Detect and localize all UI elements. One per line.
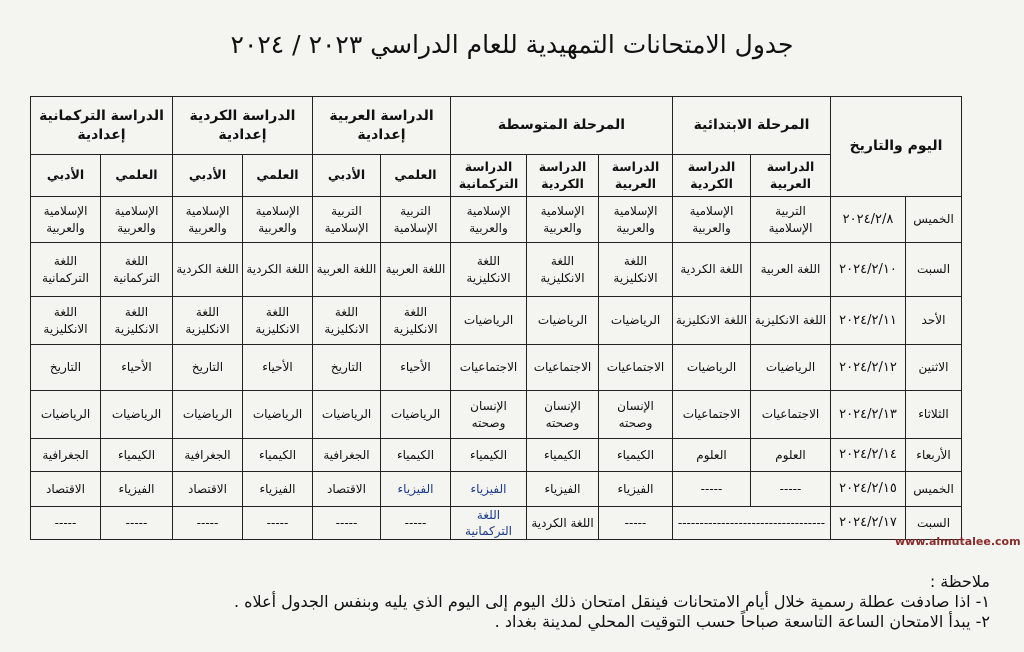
table-row <box>31 243 962 297</box>
sub-header: الدراسة التركمانية <box>451 155 527 197</box>
subject-cell: الفيزياء <box>527 472 599 507</box>
subject-cell: العلوم <box>673 439 751 472</box>
day-cell: السبت <box>906 507 962 540</box>
subject-cell: الأحياء <box>101 345 173 391</box>
subject-cell: التربية الإسلامية <box>751 197 831 243</box>
subject-cell: اللغة التركمانية <box>101 243 173 297</box>
date-cell: ٢٠٢٤/٢/٨ <box>831 197 906 243</box>
subject-cell: اللغة الانكليزية <box>313 297 381 345</box>
subject-cell: اللغة الانكليزية <box>451 243 527 297</box>
sub-header: العلمي <box>381 155 451 197</box>
subject-cell: التربية الإسلامية <box>313 197 381 243</box>
subject-cell: الإنسان وصحته <box>527 391 599 439</box>
table-row <box>31 391 962 439</box>
subject-cell: الرياضيات <box>599 297 673 345</box>
date-cell: ٢٠٢٤/٢/١٢ <box>831 345 906 391</box>
notes-heading: ملاحظة : <box>929 572 990 591</box>
date-cell: ٢٠٢٤/٢/١٥ <box>831 472 906 507</box>
subject-cell: الكيمياء <box>599 439 673 472</box>
subject-cell: اللغة العربية <box>313 243 381 297</box>
subject-cell: الأحياء <box>243 345 313 391</box>
table-row <box>31 472 962 507</box>
subject-cell: الكيمياء <box>101 439 173 472</box>
subject-cell: اللغة الانكليزية <box>673 297 751 345</box>
subject-cell: الرياضيات <box>527 297 599 345</box>
sub-header: الدراسة العربية <box>751 155 831 197</box>
date-cell: ٢٠٢٤/٢/١٠ <box>831 243 906 297</box>
subject-cell: الفيزياء <box>101 472 173 507</box>
subject-cell: الفيزياء <box>451 472 527 507</box>
date-cell: ٢٠٢٤/٢/١٣ <box>831 391 906 439</box>
subject-cell: الإسلامية والعربية <box>243 197 313 243</box>
subject-cell: الكيمياء <box>451 439 527 472</box>
subject-cell: الإسلامية والعربية <box>31 197 101 243</box>
subject-cell: الإسلامية والعربية <box>673 197 751 243</box>
subject-cell: اللغة الكردية <box>673 243 751 297</box>
subject-cell: الاجتماعيات <box>673 391 751 439</box>
subject-cell: الرياضيات <box>173 391 243 439</box>
sub-header: العلمي <box>101 155 173 197</box>
subject-cell: التاريخ <box>31 345 101 391</box>
note-item: ١- اذا صادفت عطلة رسمية خلال أيام الامتحانات فينقل امتحان ذلك اليوم إلى اليوم الذي يليه وبنفس الجدول أعلاه . <box>234 592 990 611</box>
subject-cell: الاجتماعيات <box>451 345 527 391</box>
subject-cell: الاجتماعيات <box>599 345 673 391</box>
day-date-header: اليوم والتاريخ <box>831 97 962 197</box>
day-cell: الأربعاء <box>906 439 962 472</box>
watermark: www.almutalee.com <box>895 535 1021 548</box>
table-row <box>31 345 962 391</box>
primary-merged-cell: ---------------------------------- <box>673 507 831 540</box>
subject-cell: الجغرافية <box>313 439 381 472</box>
subject-cell: الفيزياء <box>381 472 451 507</box>
subject-cell: الكيمياء <box>243 439 313 472</box>
subject-cell: التاريخ <box>313 345 381 391</box>
subject-cell: اللغة التركمانية <box>31 243 101 297</box>
subject-cell: الرياضيات <box>451 297 527 345</box>
subject-cell: الإنسان وصحته <box>451 391 527 439</box>
subject-cell: الاقتصاد <box>31 472 101 507</box>
sub-header: العلمي <box>243 155 313 197</box>
subject-cell: اللغة الكردية <box>527 507 599 540</box>
day-cell: الثلاثاء <box>906 391 962 439</box>
subject-cell: اللغة الكردية <box>173 243 243 297</box>
subject-cell: العلوم <box>751 439 831 472</box>
subject-cell: التربية الإسلامية <box>381 197 451 243</box>
day-cell: الخميس <box>906 197 962 243</box>
note-item: ٢- يبدأ الامتحان الساعة التاسعة صباحاً حسب التوقيت المحلي لمدينة بغداد . <box>494 612 990 631</box>
subject-cell: اللغة الانكليزية <box>101 297 173 345</box>
page-title: جدول الامتحانات التمهيدية للعام الدراسي ٢٠٢٣ / ٢٠٢٤ <box>230 30 794 59</box>
arabic-prep-header: الدراسة العربية إعدادية <box>313 97 451 155</box>
subject-cell: الرياضيات <box>673 345 751 391</box>
subject-cell: ----- <box>381 507 451 540</box>
sub-header: الدراسة الكردية <box>673 155 751 197</box>
day-cell: الأحد <box>906 297 962 345</box>
subject-cell: الرياضيات <box>313 391 381 439</box>
subject-cell: ----- <box>751 472 831 507</box>
subject-cell: الإنسان وصحته <box>599 391 673 439</box>
day-cell: السبت <box>906 243 962 297</box>
subject-cell: الإسلامية والعربية <box>527 197 599 243</box>
subject-cell: الرياضيات <box>751 345 831 391</box>
subject-cell: الاقتصاد <box>313 472 381 507</box>
subject-cell: الرياضيات <box>243 391 313 439</box>
intermediate-stage-header: المرحلة المتوسطة <box>451 97 673 155</box>
subject-cell: الاجتماعيات <box>527 345 599 391</box>
subject-cell: اللغة التركمانية <box>451 507 527 540</box>
subject-cell: ----- <box>101 507 173 540</box>
sub-header: الدراسة العربية <box>599 155 673 197</box>
sub-header: الأدبي <box>31 155 101 197</box>
table-row <box>31 439 962 472</box>
sub-header: الأدبي <box>313 155 381 197</box>
subject-cell: الكيمياء <box>527 439 599 472</box>
subject-cell: الجغرافية <box>31 439 101 472</box>
date-cell: ٢٠٢٤/٢/١٤ <box>831 439 906 472</box>
subject-cell: الإسلامية والعربية <box>599 197 673 243</box>
subject-cell: اللغة الانكليزية <box>599 243 673 297</box>
exam-schedule-table <box>30 96 962 540</box>
date-cell: ٢٠٢٤/٢/١٧ <box>831 507 906 540</box>
subject-cell: الإسلامية والعربية <box>451 197 527 243</box>
subject-cell: الرياضيات <box>31 391 101 439</box>
subject-cell: الجغرافية <box>173 439 243 472</box>
sub-header: الدراسة الكردية <box>527 155 599 197</box>
subject-cell: الرياضيات <box>101 391 173 439</box>
subject-cell: الإسلامية والعربية <box>173 197 243 243</box>
subject-cell: الفيزياء <box>243 472 313 507</box>
subject-cell: اللغة الانكليزية <box>381 297 451 345</box>
subject-cell: الإسلامية والعربية <box>101 197 173 243</box>
date-cell: ٢٠٢٤/٢/١١ <box>831 297 906 345</box>
subject-cell: اللغة الانكليزية <box>527 243 599 297</box>
subject-cell: ----- <box>313 507 381 540</box>
turkmen-prep-header: الدراسة التركمانية إعدادية <box>31 97 173 155</box>
subject-cell: اللغة العربية <box>751 243 831 297</box>
subject-cell: ----- <box>173 507 243 540</box>
subject-cell: اللغة الانكليزية <box>173 297 243 345</box>
subject-cell: اللغة الكردية <box>243 243 313 297</box>
subject-cell: ----- <box>599 507 673 540</box>
table-row <box>31 507 962 540</box>
subject-cell: الأحياء <box>381 345 451 391</box>
notes-section <box>30 572 990 632</box>
subject-cell: ----- <box>31 507 101 540</box>
subject-cell: اللغة الانكليزية <box>243 297 313 345</box>
subject-cell: الاجتماعيات <box>751 391 831 439</box>
primary-stage-header: المرحلة الابتدائية <box>673 97 831 155</box>
subject-cell: ----- <box>673 472 751 507</box>
subject-cell: الكيمياء <box>381 439 451 472</box>
day-cell: الاثنين <box>906 345 962 391</box>
subject-cell: ----- <box>243 507 313 540</box>
subject-cell: اللغة العربية <box>381 243 451 297</box>
subject-cell: اللغة الانكليزية <box>31 297 101 345</box>
subject-cell: الرياضيات <box>381 391 451 439</box>
subject-cell: التاريخ <box>173 345 243 391</box>
day-cell: الخميس <box>906 472 962 507</box>
kurdish-prep-header: الدراسة الكردية إعدادية <box>173 97 313 155</box>
subject-cell: اللغة الانكليزية <box>751 297 831 345</box>
subject-cell: الفيزياء <box>599 472 673 507</box>
table-row <box>31 297 962 345</box>
table-row <box>31 197 962 243</box>
subject-cell: الاقتصاد <box>173 472 243 507</box>
sub-header: الأدبي <box>173 155 243 197</box>
